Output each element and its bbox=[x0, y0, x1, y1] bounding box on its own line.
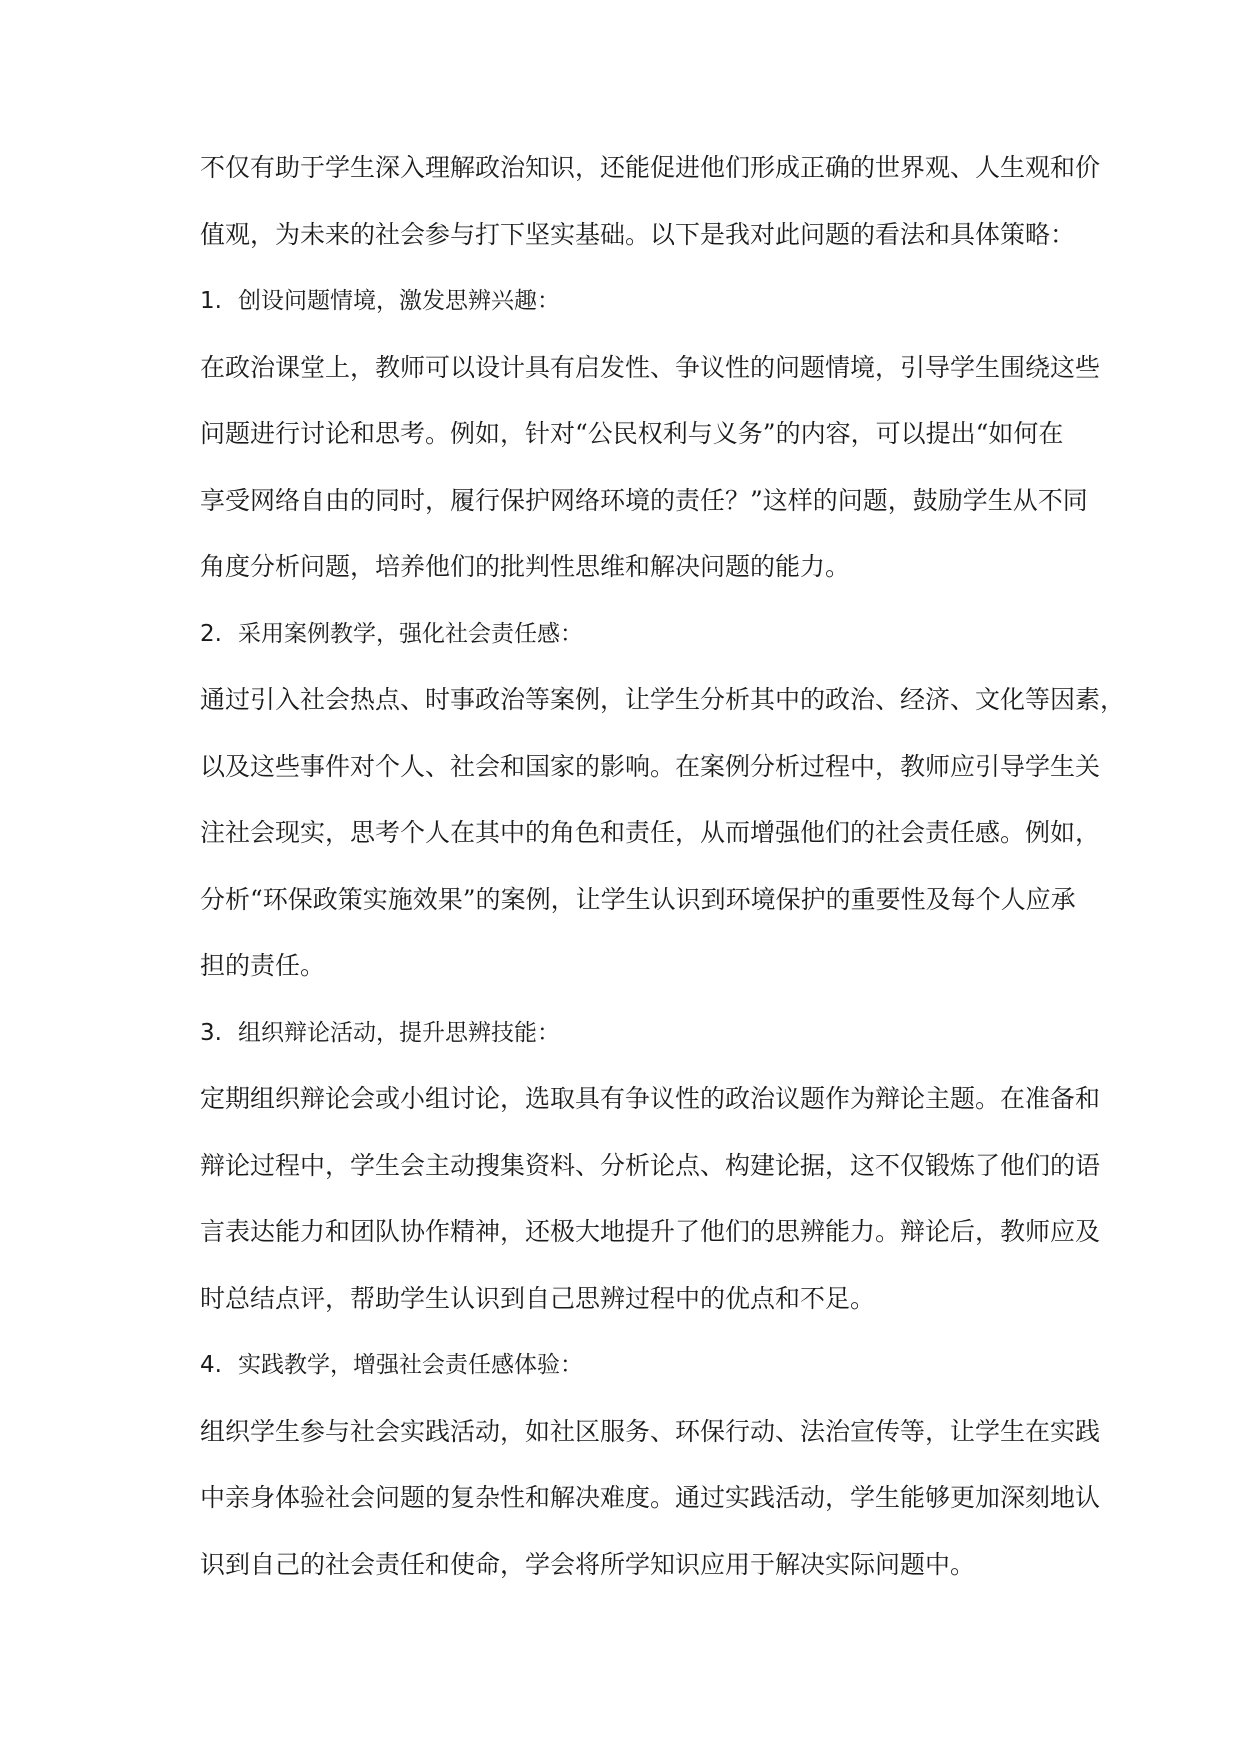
section-title: 采用案例教学，强化社会责任感： bbox=[238, 620, 583, 647]
paragraph-line: 注社会现实，思考个人在其中的角色和责任，从而增强他们的社会责任感。例如， bbox=[200, 818, 1101, 847]
paragraph-line: 定期组织辩论会或小组讨论，选取具有争议性的政治议题作为辩论主题。在准备和 bbox=[200, 1084, 1101, 1113]
paragraph-line: 组织学生参与社会实践活动，如社区服务、环保行动、法治宣传等，让学生在实践 bbox=[200, 1416, 1101, 1446]
paragraph-line: 分析“环保政策实施效果”的案例，让学生认识到环境保护的重要性及每个人应承 bbox=[200, 884, 1076, 914]
paragraph-line: 辩论过程中，学生会主动搜集资料、分析论点、构建论据，这不仅锻炼了他们的语 bbox=[200, 1150, 1101, 1180]
section-number: 3. bbox=[200, 1019, 222, 1046]
section-title: 创设问题情境，激发思辨兴趣： bbox=[238, 288, 560, 314]
paragraph-line: 问题进行讨论和思考。例如，针对“公民权利与义务”的内容，可以提出“如何在 bbox=[200, 419, 1064, 448]
section-heading bbox=[200, 268, 1100, 335]
paragraph-line: 中亲身体验社会问题的复杂性和解决难度。通过实践活动，学生能够更加深刻地认 bbox=[200, 1483, 1101, 1512]
section-heading bbox=[200, 601, 1100, 668]
section-heading bbox=[200, 1000, 1100, 1067]
paragraph-line: 识到自己的社会责任和使命，学会将所学知识应用于解决实际问题中。 bbox=[200, 1549, 976, 1579]
paragraph-line: 时总结点评，帮助学生认识到自己思辨过程中的优点和不足。 bbox=[200, 1283, 876, 1313]
paragraph-line: 角度分析问题，培养他们的批判性思维和解决问题的能力。 bbox=[200, 552, 851, 581]
intro-line: 值观，为未来的社会参与打下坚实基础。以下是我对此问题的看法和具体策略： bbox=[200, 219, 1076, 249]
section-title: 实践教学，增强社会责任感体验： bbox=[238, 1352, 583, 1378]
paragraph-line: 以及这些事件对个人、社会和国家的影响。在案例分析过程中，教师应引导学生关 bbox=[200, 751, 1101, 781]
paragraph-line: 言表达能力和团队协作精神，还极大地提升了他们的思辨能力。辩论后，教师应及 bbox=[200, 1217, 1101, 1246]
document-page bbox=[200, 135, 1126, 1598]
paragraph-line: 享受网络自由的同时，履行保护网络环境的责任？”这样的问题，鼓励学生从不同 bbox=[200, 485, 1088, 515]
section-number: 4. bbox=[200, 1352, 222, 1378]
section-number: 2. bbox=[200, 620, 222, 647]
intro-line: 不仅有助于学生深入理解政治知识，还能促进他们形成正确的世界观、人生观和价 bbox=[200, 153, 1101, 182]
paragraph-line: 通过引入社会热点、时事政治等案例，让学生分析其中的政治、经济、文化等因素， bbox=[200, 685, 1126, 714]
paragraph-line: 在政治课堂上，教师可以设计具有启发性、争议性的问题情境，引导学生围绕这些 bbox=[200, 352, 1101, 382]
section-heading bbox=[200, 1332, 1100, 1399]
section-number: 1. bbox=[200, 288, 222, 314]
section-title: 组织辩论活动，提升思辨技能： bbox=[238, 1019, 560, 1046]
paragraph-line: 担的责任。 bbox=[200, 951, 326, 980]
